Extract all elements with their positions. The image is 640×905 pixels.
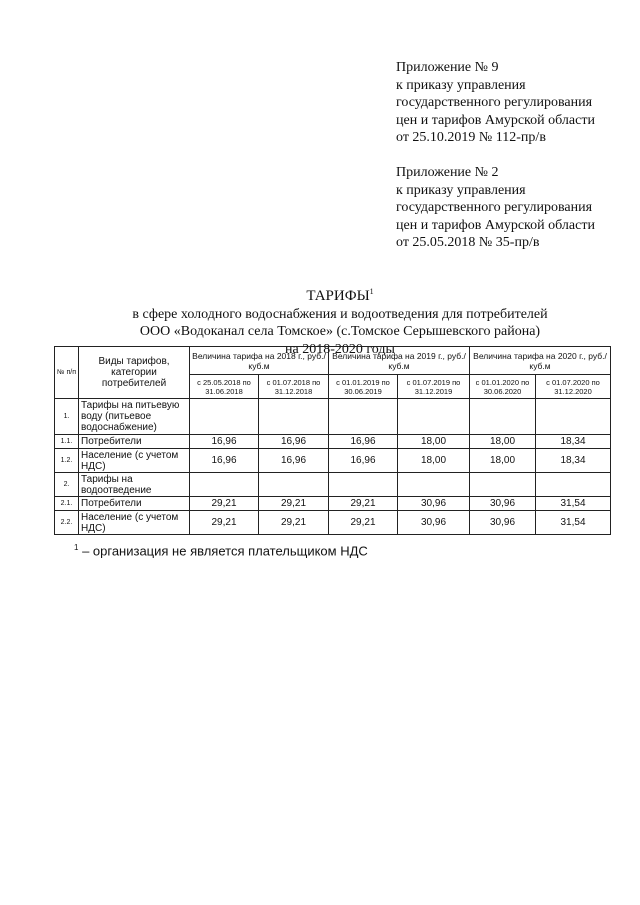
cell-value bbox=[259, 473, 329, 497]
appendix-9-line: к приказу управления bbox=[396, 77, 526, 93]
row-num: 1.2. bbox=[55, 449, 79, 473]
appendix-9-line: государственного регулирования bbox=[396, 95, 593, 110]
cell-value: 16,96 bbox=[190, 435, 259, 449]
row-name: Потребители bbox=[79, 497, 190, 511]
row-name: Население (с учетом НДС) bbox=[79, 449, 190, 473]
table-row bbox=[55, 497, 611, 511]
row-name: Тарифы на питьевую воду (питьевое водоснабжение) bbox=[79, 399, 190, 435]
header-num: № п/п bbox=[55, 347, 79, 399]
appendix-2-line: к приказу управления bbox=[396, 182, 526, 198]
row-num: 2.1. bbox=[55, 497, 79, 511]
cell-value: 29,21 bbox=[329, 511, 398, 535]
cell-value bbox=[398, 473, 470, 497]
header-year-2019: Величина тарифа на 2019 г., руб./куб.м bbox=[329, 347, 470, 375]
row-name: Население (с учетом НДС) bbox=[79, 511, 190, 535]
footnote-mark: 1 bbox=[369, 287, 374, 296]
row-num: 2. bbox=[55, 473, 79, 497]
header-kind: Виды тарифов, категории потребителей bbox=[79, 347, 190, 399]
cell-value: 18,00 bbox=[470, 449, 536, 473]
appendix-9-date: от 25.10.2019 № 112-пр/в bbox=[396, 130, 546, 145]
row-num: 1. bbox=[55, 399, 79, 435]
cell-value: 16,96 bbox=[190, 449, 259, 473]
appendix-9-title: Приложение № 9 bbox=[396, 60, 499, 75]
cell-value bbox=[329, 473, 398, 497]
cell-value bbox=[470, 473, 536, 497]
cell-value: 29,21 bbox=[190, 497, 259, 511]
appendix-2-title: Приложение № 2 bbox=[396, 165, 499, 180]
cell-value: 30,96 bbox=[398, 497, 470, 511]
cell-value: 30,96 bbox=[398, 511, 470, 535]
document-period: на 2018-2020 годы bbox=[285, 341, 395, 357]
footnote-text: – организация не является плательщиком НДС bbox=[78, 543, 368, 559]
cell-value: 16,96 bbox=[329, 435, 398, 449]
footnote bbox=[74, 543, 368, 558]
cell-value bbox=[259, 399, 329, 435]
header-period: с 01.01.2020 по 30.06.2020 bbox=[470, 375, 536, 399]
document-organization: ООО «Водоканал села Томское» (с.Томское Серышевского района) bbox=[139, 324, 541, 339]
header-period: с 01.01.2019 по 30.06.2019 bbox=[329, 375, 398, 399]
document-subtitle: в сфере холодного водоснабжения и водоотведения для потребителей bbox=[132, 306, 548, 322]
table-header-row bbox=[55, 347, 611, 375]
tariffs-table bbox=[54, 346, 611, 535]
header-period: с 01.07.2020 по 31.12.2020 bbox=[536, 375, 611, 399]
cell-value: 31,54 bbox=[536, 511, 611, 535]
appendix-2-line: государственного регулирования bbox=[396, 200, 593, 215]
appendix-2-block bbox=[396, 164, 595, 252]
row-name: Тарифы на водоотведение bbox=[79, 473, 190, 497]
table-row bbox=[55, 399, 611, 435]
document-title bbox=[80, 283, 600, 306]
appendix-2-line: цен и тарифов Амурской области bbox=[396, 217, 595, 233]
row-num: 1.1. bbox=[55, 435, 79, 449]
document-title-text: ТАРИФЫ bbox=[306, 288, 370, 304]
cell-value: 18,00 bbox=[470, 435, 536, 449]
header-period: с 01.07.2019 по 31.12.2019 bbox=[398, 375, 470, 399]
cell-value: 29,21 bbox=[259, 497, 329, 511]
table-row bbox=[55, 449, 611, 473]
header-period: с 01.07.2018 по 31.12.2018 bbox=[259, 375, 329, 399]
cell-value: 16,96 bbox=[259, 449, 329, 473]
header-year-2018: Величина тарифа на 2018 г., руб./куб.м bbox=[190, 347, 329, 375]
footnote-mark: 1 bbox=[74, 543, 79, 552]
cell-value bbox=[536, 473, 611, 497]
cell-value bbox=[190, 473, 259, 497]
cell-value: 18,00 bbox=[398, 435, 470, 449]
appendix-2-date: от 25.05.2018 № 35-пр/в bbox=[396, 235, 540, 250]
appendix-9-block bbox=[396, 59, 595, 147]
cell-value: 18,34 bbox=[536, 435, 611, 449]
header-period: с 25.05.2018 по 31.06.2018 bbox=[190, 375, 259, 399]
cell-value bbox=[470, 399, 536, 435]
cell-value: 30,96 bbox=[470, 497, 536, 511]
cell-value: 31,54 bbox=[536, 497, 611, 511]
row-name: Потребители bbox=[79, 435, 190, 449]
cell-value: 16,96 bbox=[259, 435, 329, 449]
table-row bbox=[55, 511, 611, 535]
cell-value: 16,96 bbox=[329, 449, 398, 473]
appendix-9-line: цен и тарифов Амурской области bbox=[396, 112, 595, 128]
header-year-2020: Величина тарифа на 2020 г., руб./куб.м bbox=[470, 347, 611, 375]
cell-value: 18,00 bbox=[398, 449, 470, 473]
cell-value bbox=[190, 399, 259, 435]
cell-value bbox=[536, 399, 611, 435]
cell-value: 29,21 bbox=[190, 511, 259, 535]
cell-value: 18,34 bbox=[536, 449, 611, 473]
cell-value: 29,21 bbox=[259, 511, 329, 535]
table-row bbox=[55, 473, 611, 497]
cell-value bbox=[329, 399, 398, 435]
cell-value bbox=[398, 399, 470, 435]
cell-value: 30,96 bbox=[470, 511, 536, 535]
table-row bbox=[55, 435, 611, 449]
cell-value: 29,21 bbox=[329, 497, 398, 511]
row-num: 2.2. bbox=[55, 511, 79, 535]
